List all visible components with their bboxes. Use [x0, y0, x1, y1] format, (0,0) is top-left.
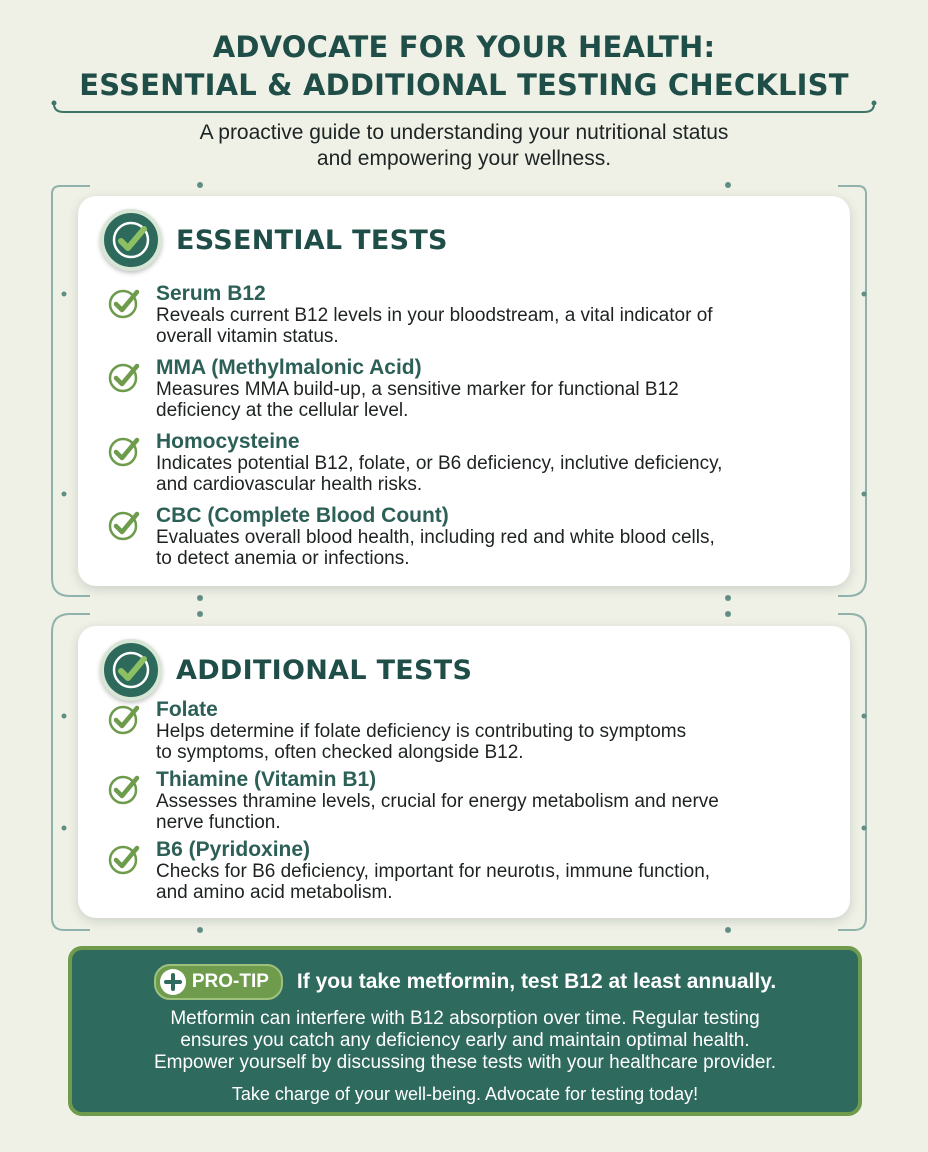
test-description: Indicates potential B12, folate, or B6 deficiency, inclutive deficiency, [156, 453, 723, 474]
pro-tip-header [72, 964, 858, 1000]
plus-icon [160, 969, 186, 995]
big-check-icon [100, 209, 162, 271]
additional-tests-title: ADDITIONAL TESTS [176, 654, 473, 686]
test-name: Folate [156, 698, 218, 721]
test-description: overall vitamin status. [156, 326, 339, 347]
essential-tests-header [100, 208, 448, 272]
list-item [108, 768, 830, 838]
test-name: MMA (Methylmalonic Acid) [156, 356, 422, 379]
essential-tests-card [78, 196, 850, 586]
pro-tip-body-line: Metformin can interfere with B12 absorption over time. Regular testing [170, 1008, 760, 1029]
page-title-line-1: ADVOCATE FOR YOUR HEALTH: [212, 30, 716, 64]
additional-tests-card [78, 626, 850, 918]
test-description: Evaluates overall blood health, including red and white blood cells, [156, 527, 715, 548]
call-to-action: Take charge of your well-being. Advocate for testing today! [231, 1084, 699, 1104]
check-circle-icon [108, 842, 142, 876]
test-name: Serum B12 [156, 282, 266, 305]
subtitle-line-2: and empowering your wellness. [316, 147, 612, 170]
pro-tip-label: PRO-TIP [191, 971, 269, 992]
pro-tip-panel [68, 946, 862, 1116]
subtitle-line-1: A proactive guide to understanding your nutritional status [199, 121, 729, 144]
page-header [0, 28, 928, 104]
test-description: to detect anemia or infections. [156, 548, 410, 569]
check-circle-icon [108, 434, 142, 468]
list-item [108, 698, 830, 768]
list-item [108, 356, 830, 430]
test-name: CBC (Complete Blood Count) [156, 504, 449, 527]
additional-tests-header [100, 638, 472, 702]
check-circle-icon [108, 360, 142, 394]
test-name: Homocysteine [156, 430, 300, 453]
test-description: Measures MMA build-up, a sensitive marker for functional B12 [156, 379, 679, 400]
title-underline [48, 100, 880, 118]
test-description: Assesses thramine levels, crucial for energy metabolism and nerve [156, 791, 719, 812]
pro-tip-body [92, 1008, 838, 1074]
check-circle-icon [108, 702, 142, 736]
test-description: Reveals current B12 levels in your bloodstream, a vital indicator of [156, 305, 713, 326]
essential-tests-list [108, 282, 830, 578]
test-description: and amino acid metabolism. [156, 882, 393, 903]
list-item [108, 282, 830, 356]
page-title-line-2: ESSENTIAL & ADDITIONAL TESTING CHECKLIST [79, 68, 849, 102]
test-description: and cardiovascular health risks. [156, 474, 423, 495]
test-name: B6 (Pyridoxine) [156, 838, 311, 861]
test-name: Thiamine (Vitamin B1) [156, 768, 377, 791]
subtitle [0, 120, 928, 172]
check-circle-icon [108, 772, 142, 806]
check-circle-icon [108, 508, 142, 542]
pro-tip-body-line: ensures you catch any deficiency early and maintain optimal health. [180, 1030, 750, 1051]
big-check-icon [100, 639, 162, 701]
check-circle-icon [108, 286, 142, 320]
list-item [108, 838, 830, 908]
list-item [108, 430, 830, 504]
test-description: Helps determine if folate deficiency is contributing to symptoms [156, 721, 687, 742]
list-item [108, 504, 830, 578]
test-description: nerve function. [156, 812, 281, 833]
test-description: Checks for B6 deficiency, important for neurotıs, immune function, [156, 861, 711, 882]
additional-tests-list [108, 698, 830, 908]
pro-tip-body-line: Empower yourself by discussing these tests with your healthcare provider. [153, 1052, 777, 1073]
pro-tip-headline: If you take metformin, test B12 at least annually. [296, 970, 777, 993]
essential-tests-title: ESSENTIAL TESTS [176, 224, 448, 256]
pro-tip-badge [154, 964, 283, 1000]
test-description: to symptoms, often checked alongside B12. [156, 742, 524, 763]
test-description: deficiency at the cellular level. [156, 400, 409, 421]
